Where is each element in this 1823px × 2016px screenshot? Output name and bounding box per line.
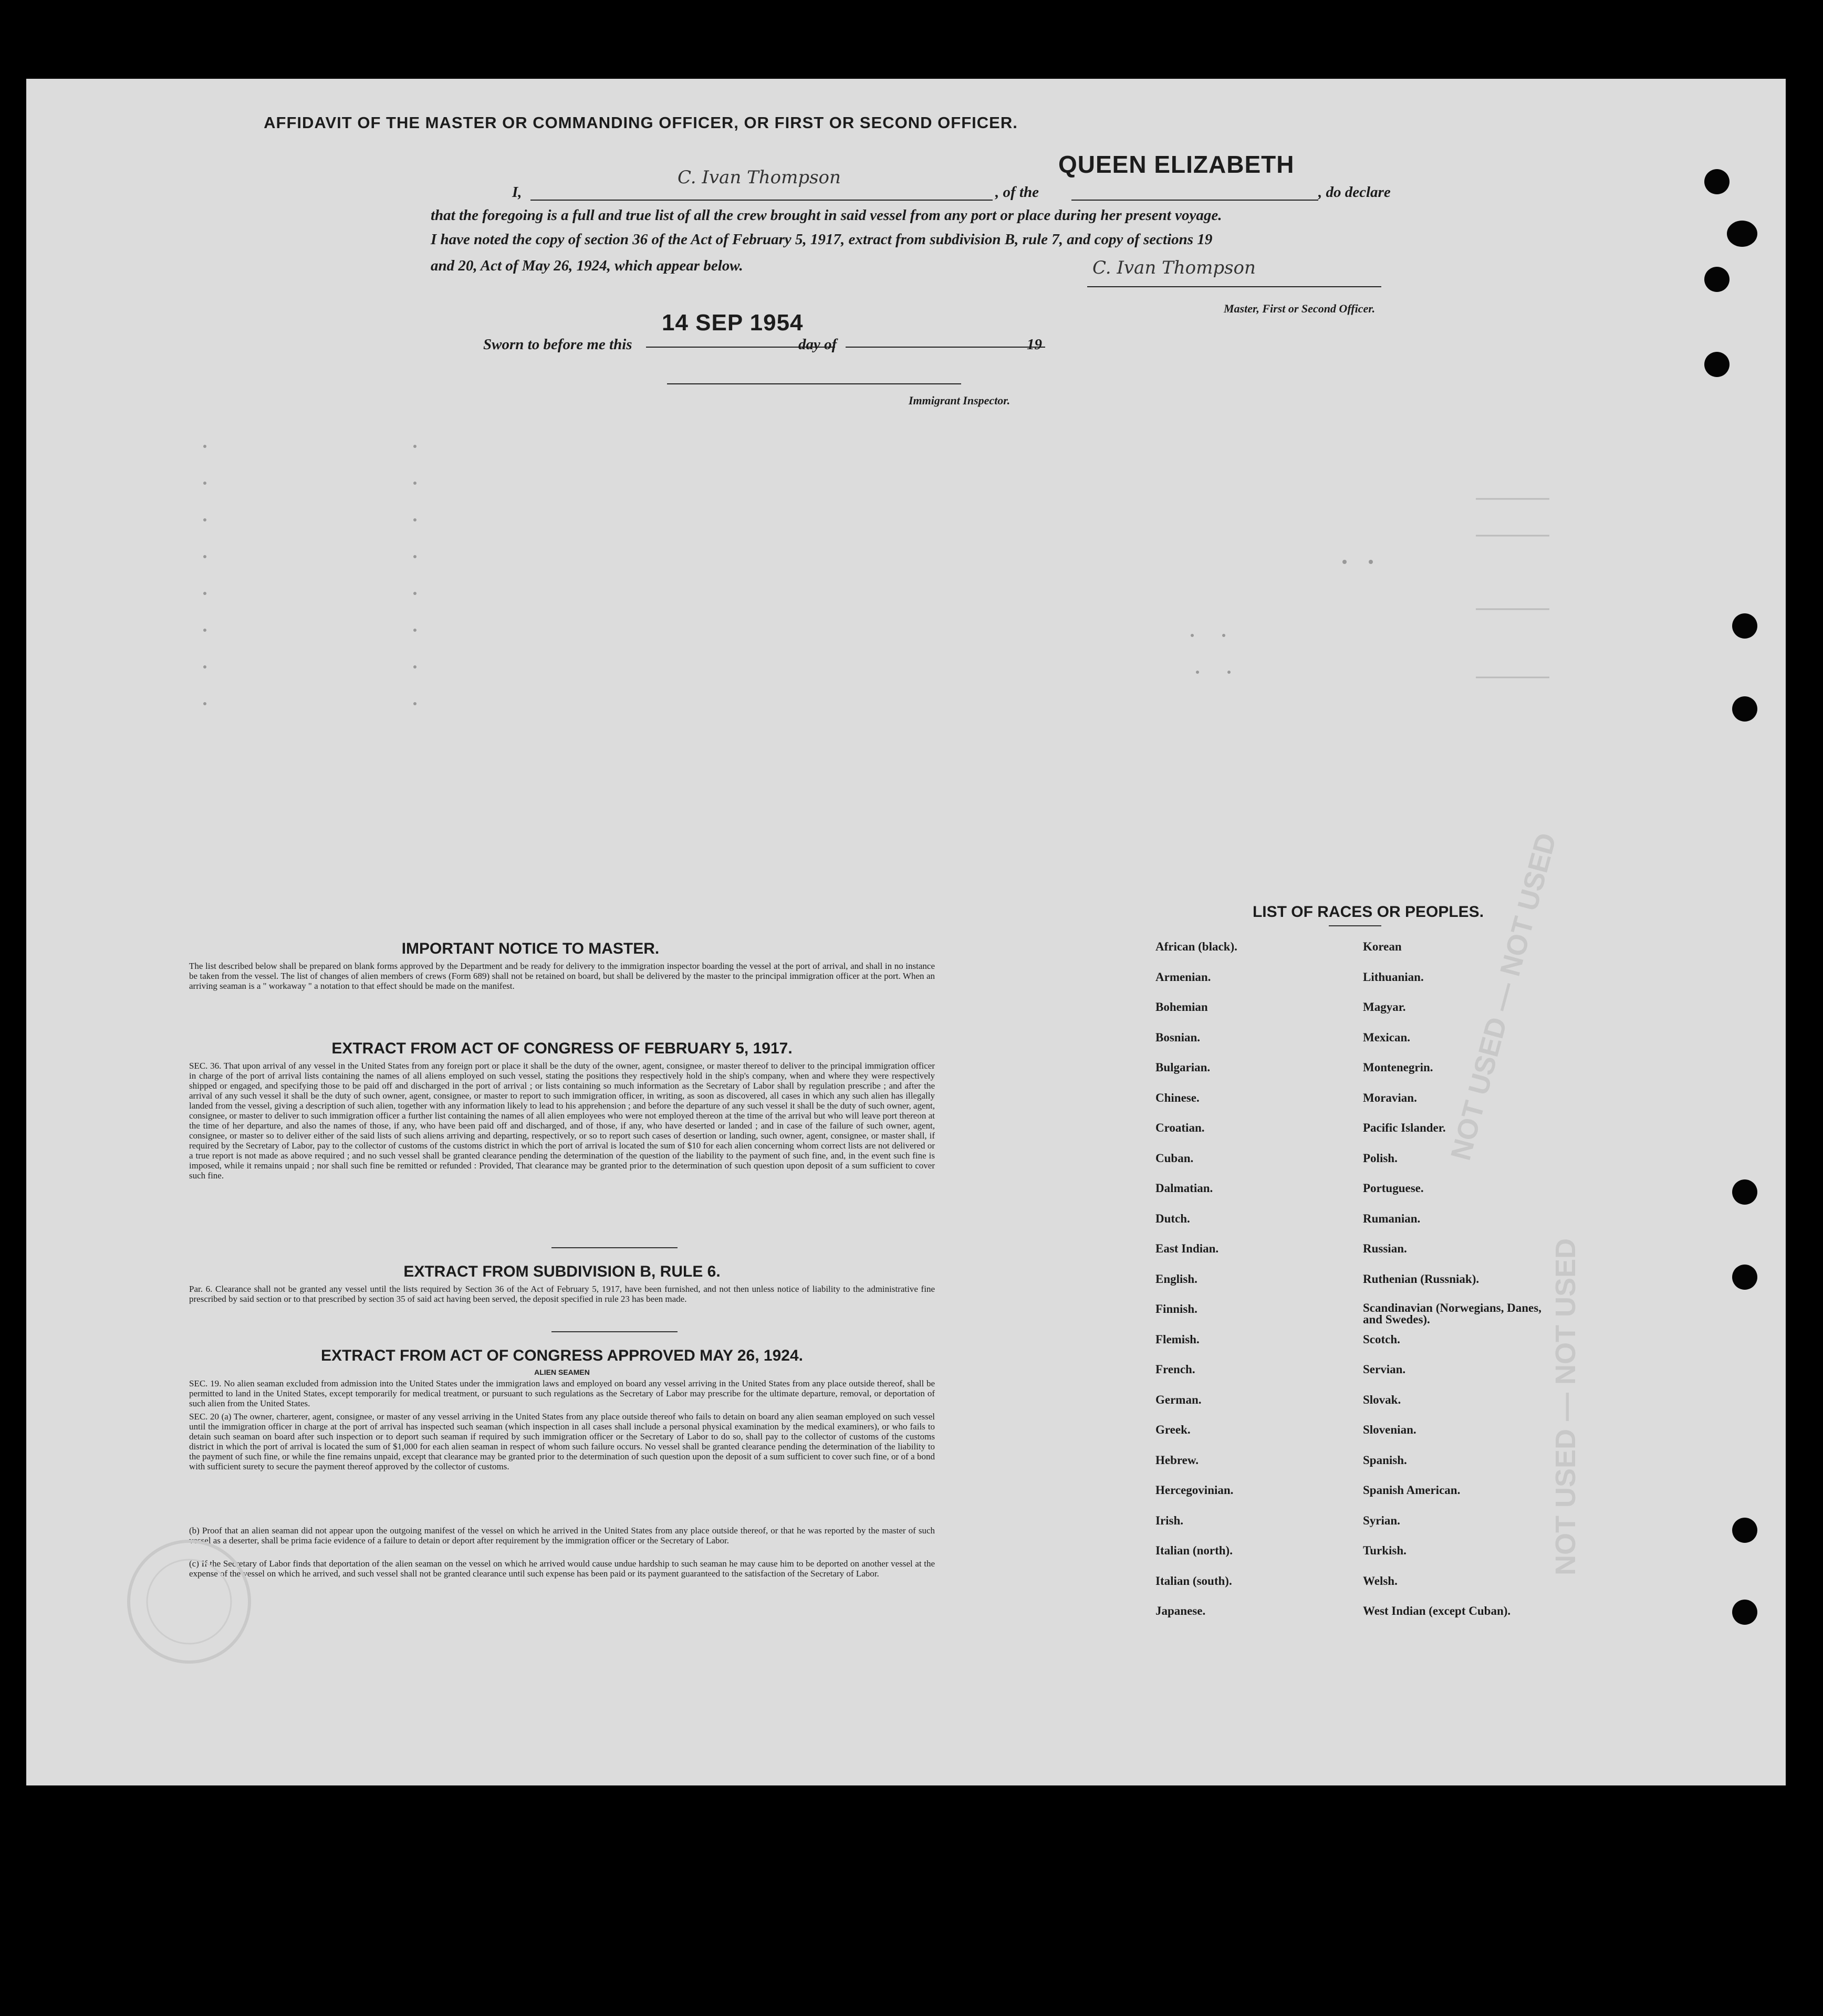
race-item: Italian (north).	[1155, 1544, 1233, 1557]
race-item: Spanish.	[1363, 1453, 1407, 1467]
race-item: Dutch.	[1155, 1211, 1190, 1225]
race-item: Korean	[1363, 940, 1402, 953]
race-item: Moravian.	[1363, 1091, 1417, 1104]
race-item: Montenegrin.	[1363, 1061, 1433, 1074]
extract-1924-title: EXTRACT FROM ACT OF CONGRESS APPROVED MAY 26, 1924.	[321, 1347, 803, 1364]
race-item: German.	[1155, 1393, 1202, 1406]
punch-hole	[1704, 169, 1730, 194]
subdivision-b-text: Par. 6. Clearance shall not be granted any vessel until the lists required by Section 36 of the Act of February 5, 1917, have been furnished, and not then unless notice of liability to the administrative fine prescribed by said section or to that prescribed by section 35 of said act having been served, the deposit specified in rule 23 has been made.	[189, 1284, 935, 1304]
month-line	[846, 347, 1045, 348]
race-item: Bosnian.	[1155, 1030, 1201, 1044]
sworn-label: Sworn to before me this	[483, 336, 632, 353]
bleed-through-marks	[173, 436, 1644, 856]
race-item: Portuguese.	[1363, 1182, 1424, 1195]
punch-hole	[1704, 352, 1730, 377]
race-item: Chinese.	[1155, 1091, 1200, 1104]
race-item: Spanish American.	[1363, 1484, 1461, 1497]
race-item: East Indian.	[1155, 1242, 1219, 1255]
extract-1924-sec20a: SEC. 20 (a) The owner, charterer, agent, consignee, or master of any vessel arriving in the United States from any place outside thereof who fails to detain on board any alien seaman employed on such vessel until the immigration officer in charge at the port of arrival has inspected such seaman (which inspection in all cases shall include a personal physical examination by the medical examiners), or who fails to detain such seaman on board after such inspection or to deport such seaman if required by such immigration officer or the Secretary of Labor to do so, shall pay to the collector of customs of the customs district in which the port of arrival is located the sum of $1,000 for each alien seaman in respect of whom such failure occurs. No vessel shall be granted clearance pending the determination of the liability to the payment of such fine, or while the fine remains unpaid, except that clearance may be granted prior to the determination of such question upon the deposit of a sum sufficient to cover such fine, or of a bond with sufficient surety to secure the payment thereof approved by the collector of customs.	[189, 1412, 935, 1471]
extract-1924-sec20c: (c) If the Secretary of Labor finds that deportation of the alien seaman on the vessel on which he arrived would cause undue hardship to such seaman he may cause him to be deported on another vessel at the expense of the vessel on which he arrived, and such vessel shall not be granted clearance until such expense has been paid or its payment guaranteed to the satisfaction of the Secretary of Labor.	[189, 1559, 935, 1579]
race-item: Magyar.	[1363, 1000, 1406, 1014]
race-item: Greek.	[1155, 1423, 1191, 1436]
faint-seal	[121, 1533, 257, 1670]
race-item: English.	[1155, 1272, 1197, 1286]
affidavit-body-line2: I have noted the copy of section 36 of the Act of February 5, 1917, extract from subdivision B, rule 7, and copy of sections 19	[431, 231, 1213, 248]
race-item: Dalmatian.	[1155, 1182, 1213, 1195]
race-item: Rumanian.	[1363, 1211, 1421, 1225]
race-item: Hercegovinian.	[1155, 1484, 1234, 1497]
inspector-line	[667, 383, 961, 384]
race-item: Lithuanian.	[1363, 970, 1424, 984]
race-item: West Indian (except Cuban).	[1363, 1604, 1511, 1617]
notice-text: The list described below shall be prepared on blank forms approved by the Department and be ready for delivery to the immigration inspector boarding the vessel at the port of arrival, and shall in no instance be taken from the vessel. The list of changes of alien members of crews (Form 689) shall not be retained on board, but shall be delivered by the master to the principal immigration officer at the port. When an arriving seaman is a " workaway " a notation to that effect should be made on the manifest.	[189, 961, 935, 991]
officer-signature: C. Ivan Thompson	[1092, 257, 1256, 278]
not-used-watermark: NOT USED — NOT USED	[1444, 830, 1563, 1164]
race-item: Finnish.	[1155, 1302, 1197, 1315]
affidavit-body-line1: that the foregoing is a full and true list of all the crew brought in said vessel from any port or place during her present voyage.	[431, 207, 1222, 224]
punch-hole	[1704, 267, 1730, 292]
do-declare-label: , do declare	[1318, 184, 1391, 201]
race-item: Scandinavian (Norwegians, Danes, and Swedes).	[1363, 1301, 1541, 1326]
race-item: Polish.	[1363, 1151, 1398, 1165]
affidavit-title: AFFIDAVIT OF THE MASTER OR COMMANDING OFFICER, OR FIRST OR SECOND OFFICER.	[264, 113, 1018, 132]
of-the-label: , of the	[995, 184, 1039, 201]
race-item: Armenian.	[1155, 970, 1211, 984]
races-left-column	[1155, 940, 1366, 1728]
races-title: LIST OF RACES OR PEOPLES.	[1252, 903, 1484, 921]
signature-name: C. Ivan Thompson	[678, 167, 841, 188]
extract-1924-subtitle: ALIEN SEAMEN	[534, 1368, 590, 1376]
affidavit-body-line3: and 20, Act of May 26, 1924, which appear below.	[431, 257, 743, 274]
race-item: French.	[1155, 1363, 1195, 1376]
race-item: Syrian.	[1363, 1513, 1400, 1527]
date-stamp: 14 SEP 1954	[662, 310, 804, 336]
extract-1924-sec19: SEC. 19. No alien seaman excluded from admission into the United States under the immigration laws and employed on board any vessel arriving in the United States from any place outside thereof, shall be permitted to land in the United States, except temporarily for medical treatment, or pursuant to such regulations as the Secretary of Labor may prescribe for the ultimate departure, removal, or deportation of such alien from the United States.	[189, 1378, 935, 1408]
extract-1924-sec20b: (b) Proof that an alien seaman did not appear upon the outgoing manifest of the vessel on which he arrived in the United States from any place outside thereof, or that he was reported by the master of such vessel as a deserter, shall be prima facie evidence of a failure to detain or deport after requirement by the immigration officer or the Secretary of Labor.	[189, 1526, 935, 1545]
punch-hole	[1732, 1518, 1757, 1543]
races-title-underline	[1329, 925, 1381, 926]
race-item: Russian.	[1363, 1242, 1407, 1255]
punch-hole	[1732, 696, 1757, 722]
race-item: Slovak.	[1363, 1393, 1401, 1406]
race-item: Welsh.	[1363, 1574, 1398, 1587]
punch-hole	[1732, 1600, 1757, 1625]
race-item: Bohemian	[1155, 1000, 1208, 1014]
punch-hole	[1732, 613, 1757, 639]
race-item: Ruthenian (Russniak).	[1363, 1272, 1480, 1286]
day-of-label: day of	[798, 336, 837, 353]
officer-caption: Master, First or Second Officer.	[1224, 302, 1376, 315]
extract-1917-title: EXTRACT FROM ACT OF CONGRESS OF FEBRUARY 5, 1917.	[331, 1040, 793, 1057]
punch-hole	[1732, 1179, 1757, 1205]
race-item: Cuban.	[1155, 1151, 1194, 1165]
race-item: Bulgarian.	[1155, 1061, 1211, 1074]
race-item: Croatian.	[1155, 1121, 1205, 1134]
subdivision-b-title: EXTRACT FROM SUBDIVISION B, RULE 6.	[403, 1263, 721, 1280]
section-divider	[551, 1331, 678, 1332]
race-item: Slovenian.	[1363, 1423, 1416, 1436]
name-line	[530, 194, 993, 201]
race-item: Hebrew.	[1155, 1453, 1199, 1467]
not-used-watermark: NOT USED — NOT USED	[1550, 1238, 1581, 1575]
race-item: Italian (south).	[1155, 1574, 1232, 1587]
document-page	[26, 79, 1786, 1785]
race-item: African (black).	[1155, 940, 1237, 953]
year-prefix: 19	[1027, 336, 1042, 353]
race-item: Servian.	[1363, 1363, 1406, 1376]
race-item: Pacific Islander.	[1363, 1121, 1446, 1134]
officer-signature-line	[1087, 286, 1381, 287]
notice-title: IMPORTANT NOTICE TO MASTER.	[401, 940, 660, 957]
race-item: Scotch.	[1363, 1332, 1400, 1346]
punch-hole	[1727, 221, 1757, 247]
i-label: I,	[512, 184, 522, 201]
extract-1917-text: SEC. 36. That upon arrival of any vessel in the United States from any foreign port or place it shall be the duty of the owner, agent, consignee, or master thereof to deliver to the principal immigration officer in charge of the port of arrival lists containing the names of all aliens employed on such vessel, stating the positions they respectively hold in the ship's company, when and where they were respectively shipped or engaged, and specifying those to be paid off and discharged in the port of arrival ; or lists containing so much information as the Secretary of Labor shall by regulation prescribe ; and after the arrival of any such vessel it shall be the duty of such owner, agent, consignee, or master to report to such immigration officer, in writing, as soon as discovered, all cases in which any such alien has illegally landed from the vessel, giving a description of such alien, together with any information likely to lead to his apprehension ; and before the departure of any such vessel it shall be the duty of such owner, agent, consignee, or master to deliver to such immigration officer a further list containing the names of all alien employees who were not employed thereon at the time of the arrival but who will leave port thereon at the time of her departure, and also the names of those, if any, who have been paid off and discharged, and of those, if any, who have deserted or landed ; and in case of the failure of such owner, agent, consignee, or master so to deliver either of the said lists of such aliens arriving and departing, respectively, or so to report such cases of desertion or landing, such owner, agent, consignee, or master shall, if required by the Secretary of Labor, pay to the collector of customs of the customs district in which the port of arrival is located the sum of $10 for each alien concerning whom correct lists are not delivered or a true report is not made as above required ; and no such vessel shall be granted clearance pending the determination of the question of the liability to the payment of such fine, and, in the event such fine is imposed, while it remains unpaid ; nor shall such fine be remitted or refunded : Provided, That clearance may be granted prior to the determination of such question upon deposit of a sum sufficient to cover such fine.	[189, 1061, 935, 1181]
inspector-caption: Immigrant Inspector.	[909, 394, 1011, 407]
punch-hole	[1732, 1265, 1757, 1290]
vessel-name-stamp: QUEEN ELIZABETH	[1058, 151, 1295, 178]
race-item: Irish.	[1155, 1513, 1184, 1527]
race-item: Flemish.	[1155, 1332, 1200, 1346]
section-divider	[551, 1247, 678, 1248]
vessel-line	[1071, 194, 1318, 201]
race-item: Japanese.	[1155, 1604, 1206, 1617]
race-item: Mexican.	[1363, 1030, 1411, 1044]
race-item: Turkish.	[1363, 1544, 1407, 1557]
